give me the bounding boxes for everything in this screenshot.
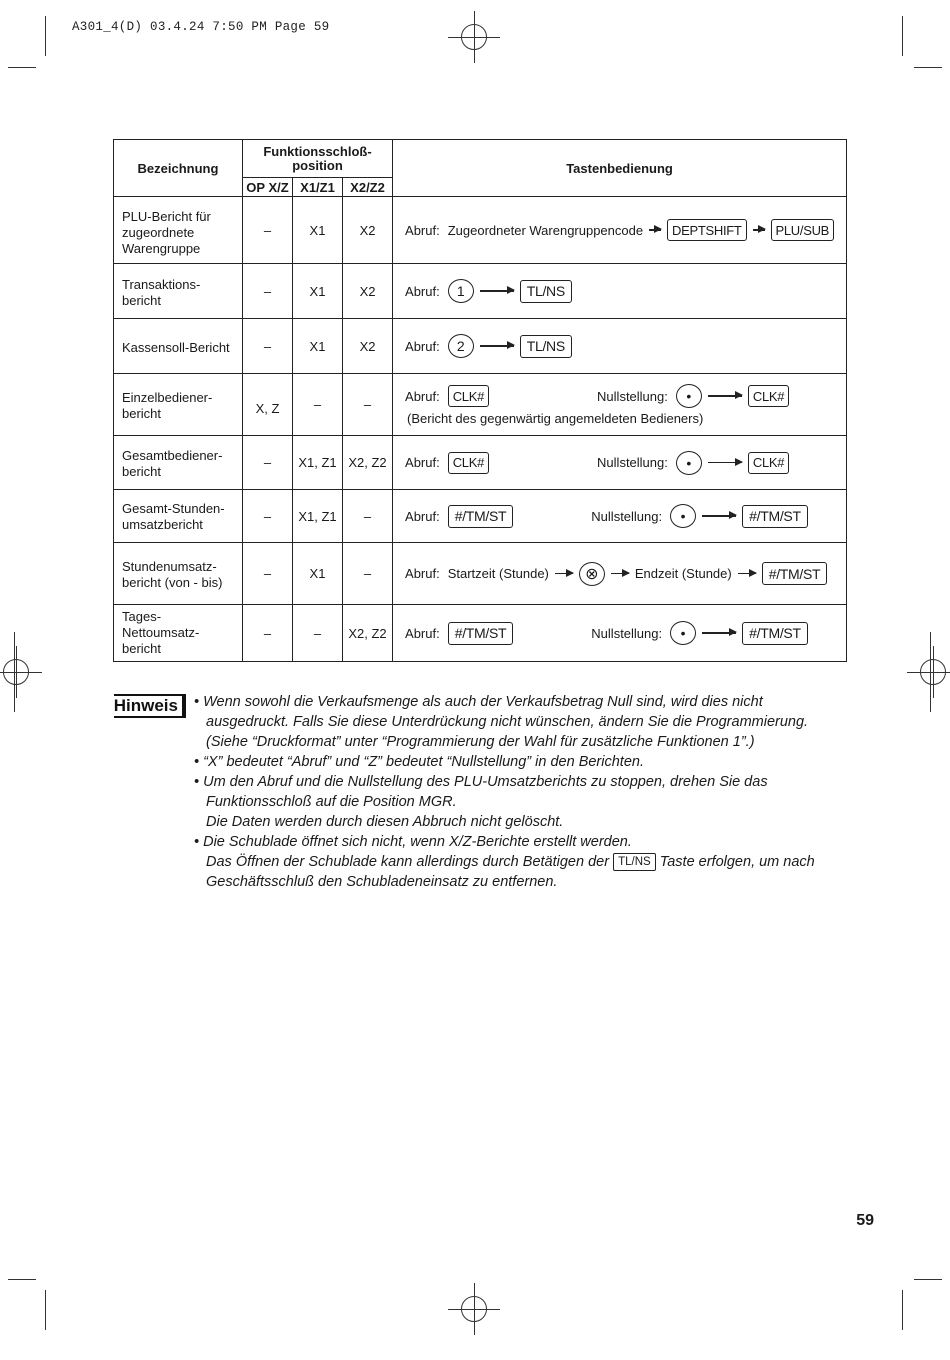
table-row: [114, 197, 847, 264]
table-row: [114, 543, 847, 605]
abruf-label: Abruf:: [405, 283, 440, 299]
deptshift-key: DEPTSHIFT: [667, 219, 747, 241]
x1z1-value: –: [293, 374, 343, 436]
table-row: [114, 605, 847, 662]
note-item: [194, 692, 854, 752]
abruf-label: Abruf:: [405, 455, 440, 470]
crop-mark: [914, 67, 942, 68]
hinweis-label: Hinweis: [110, 696, 182, 716]
note-text: • Wenn sowohl die Verkaufsmenge als auch der Verkaufsbetrag Null sind, wird dies nicht: [194, 694, 763, 710]
arrow-right-icon: [611, 573, 629, 575]
arrow-right-icon: [480, 345, 514, 347]
crop-mark: [902, 1290, 903, 1330]
note-text: Das Öffnen der Schublade kann allerdings durch Betätigen der: [206, 854, 610, 870]
dot-key: •: [670, 621, 696, 645]
arrow-right-icon: [702, 515, 736, 517]
x2z2-value: –: [343, 374, 393, 436]
note-text: • Die Schublade öffnet sich nicht, wenn X/Z-Berichte erstellt werden.: [194, 834, 632, 850]
header-x1z1: X1/Z1: [293, 178, 343, 197]
nullstellung-label: Nullstellung:: [597, 388, 668, 404]
crop-mark: [45, 1290, 46, 1330]
page-number: 59: [856, 1212, 874, 1229]
abruf-label: Abruf:: [405, 222, 440, 238]
arrow-right-icon: [708, 395, 742, 397]
report-name: Kassensoll-Bericht: [114, 319, 243, 374]
multiply-key-icon: ⊗: [579, 562, 605, 586]
clk-key: CLK#: [748, 385, 789, 407]
header-keylock: Funktionsschloß- position: [243, 140, 393, 178]
operation-text: Zugeordneter Warengruppencode: [447, 222, 644, 238]
tm-st-key: #/TM/ST: [448, 505, 514, 528]
dot-key: •: [676, 384, 702, 408]
note-text: (Siehe “Druckformat” unter “Programmierung der Wahl für zusätzliche Funktionen 1”.): [206, 734, 755, 750]
note-text: [206, 852, 854, 872]
note-text: ausgedruckt. Falls Sie diese Unterdrückung nicht wünschen, ändern Sie die Programmierung.: [206, 714, 809, 730]
tl-ns-key: TL/NS: [520, 335, 572, 358]
report-name: Gesamtbediener- bericht: [114, 436, 243, 490]
key-operation: [393, 605, 847, 662]
x2z2-value: X2: [343, 264, 393, 319]
report-name: Transaktions- bericht: [114, 264, 243, 319]
report-name: Tages- Nettoumsatz- bericht: [114, 605, 243, 662]
note-item: [194, 832, 854, 892]
arrow-right-icon: [480, 290, 514, 292]
note-text: • “X” bedeutet “Abruf” und “Z” bedeutet “Nullstellung” in den Berichten.: [194, 754, 644, 770]
note-text: Geschäftsschluß den Schubladeneinsatz zu entfernen.: [206, 874, 558, 890]
op-xz-value: –: [243, 543, 293, 605]
registration-mark-icon: [3, 659, 29, 685]
clk-key: CLK#: [748, 452, 789, 474]
arrow-right-icon: [555, 573, 573, 575]
header-operation: Tastenbedienung: [393, 140, 847, 197]
table-row: [114, 436, 847, 490]
x1z1-value: X1: [293, 543, 343, 605]
abruf-label: Abruf:: [405, 566, 440, 581]
arrow-right-icon: [753, 229, 765, 231]
operation-note: (Bericht des gegenwärtig angemeldeten Bedieners): [407, 411, 704, 426]
x2z2-value: X2: [343, 319, 393, 374]
note-text: Die Daten werden durch diesen Abbruch nicht gelöscht.: [206, 814, 564, 830]
report-name: PLU-Bericht für zugeordnete Warengruppe: [114, 197, 243, 264]
crop-mark: [8, 67, 36, 68]
registration-mark-icon: [461, 24, 487, 50]
tl-ns-key: TL/NS: [613, 853, 656, 871]
hinweis-badge: [114, 694, 186, 718]
plu-sub-key: PLU/SUB: [771, 219, 835, 241]
end-time-text: Endzeit (Stunde): [634, 566, 732, 581]
nullstellung-label: Nullstellung:: [597, 455, 668, 470]
nullstellung-label: Nullstellung:: [591, 508, 663, 524]
x2z2-value: X2, Z2: [343, 436, 393, 490]
table-row: [114, 264, 847, 319]
x1z1-value: X1, Z1: [293, 436, 343, 490]
number-key: 2: [448, 334, 474, 358]
op-xz-value: –: [243, 319, 293, 374]
op-xz-value: –: [243, 490, 293, 543]
note-item: [194, 752, 854, 772]
table-row: [114, 490, 847, 543]
note-item: [194, 772, 854, 832]
print-slug: A301_4(D) 03.4.24 7:50 PM Page 59: [72, 20, 330, 34]
dot-key: •: [676, 451, 702, 475]
arrow-right-icon: [649, 229, 661, 231]
arrow-right-icon: [708, 462, 742, 464]
x1z1-value: X1: [293, 264, 343, 319]
clk-key: CLK#: [448, 452, 489, 474]
abruf-label: Abruf:: [405, 338, 440, 354]
number-key: 1: [448, 279, 474, 303]
op-xz-value: –: [243, 436, 293, 490]
header-designation: Bezeichnung: [114, 140, 243, 197]
x1z1-value: –: [293, 605, 343, 662]
registration-mark-icon: [920, 659, 946, 685]
registration-mark-icon: [461, 1296, 487, 1322]
clk-key: CLK#: [448, 385, 489, 407]
tm-st-key: #/TM/ST: [448, 622, 514, 645]
x2z2-value: X2, Z2: [343, 605, 393, 662]
header-x2z2: X2/Z2: [343, 178, 393, 197]
x2z2-value: –: [343, 543, 393, 605]
dot-key: •: [670, 504, 696, 528]
start-time-text: Startzeit (Stunde): [447, 566, 549, 581]
report-name: Stundenumsatz- bericht (von - bis): [114, 543, 243, 605]
key-operation: [393, 264, 847, 319]
x2z2-value: –: [343, 490, 393, 543]
note-text: Taste erfolgen, um nach: [659, 854, 815, 870]
report-name: Einzelbediener- bericht: [114, 374, 243, 436]
op-xz-value: X, Z: [243, 374, 293, 436]
crop-mark: [902, 16, 903, 56]
op-xz-value: –: [243, 197, 293, 264]
x1z1-value: X1: [293, 319, 343, 374]
abruf-label: Abruf:: [405, 625, 440, 641]
op-xz-value: –: [243, 605, 293, 662]
arrow-right-icon: [738, 573, 756, 575]
report-name: Gesamt-Stunden- umsatzbericht: [114, 490, 243, 543]
abruf-label: Abruf:: [405, 508, 440, 524]
crop-mark: [8, 1279, 36, 1280]
nullstellung-label: Nullstellung:: [591, 625, 663, 641]
report-table: [113, 139, 847, 662]
op-xz-value: –: [243, 264, 293, 319]
key-operation: [393, 319, 847, 374]
x1z1-value: X1, Z1: [293, 490, 343, 543]
key-operation: [393, 543, 847, 605]
key-operation: [393, 374, 847, 436]
tm-st-key: #/TM/ST: [762, 562, 828, 585]
note-text: Funktionsschloß auf die Position MGR.: [206, 794, 457, 810]
tm-st-key: #/TM/ST: [742, 622, 808, 645]
header-op-xz: OP X/Z: [243, 178, 293, 197]
crop-mark: [45, 16, 46, 56]
notes-list: [194, 692, 854, 892]
arrow-right-icon: [702, 632, 736, 634]
x2z2-value: X2: [343, 197, 393, 264]
table-row: [114, 374, 847, 436]
key-operation: [393, 436, 847, 490]
tm-st-key: #/TM/ST: [742, 505, 808, 528]
x1z1-value: X1: [293, 197, 343, 264]
tl-ns-key: TL/NS: [520, 280, 572, 303]
key-operation: [393, 490, 847, 543]
key-operation: [393, 197, 847, 264]
abruf-label: Abruf:: [405, 388, 440, 404]
note-text: • Um den Abruf und die Nullstellung des PLU-Umsatzberichts zu stoppen, drehen Sie das: [194, 774, 768, 790]
table-row: [114, 319, 847, 374]
crop-mark: [914, 1279, 942, 1280]
